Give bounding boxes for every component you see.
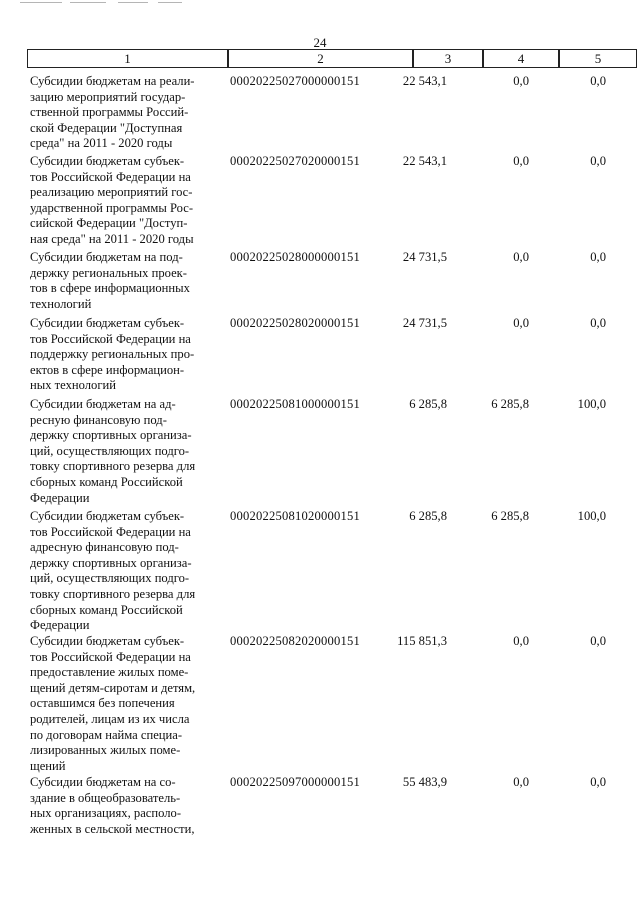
row-description: Субсидии бюджетам на ад- ресную финансовую под- держку спортивных организа- ций, осуществляющих подго- товку спортивного резерва для сборных команд Российской Федерации	[30, 397, 196, 505]
scan-artifact	[158, 2, 182, 3]
row-description: Субсидии бюджетам на со- здание в общеобразователь- ных организациях, располо- женных в сельской местности,	[30, 775, 195, 836]
row-code: 00020225097000000151	[230, 775, 360, 789]
row-code: 00020225081000000151	[230, 397, 360, 411]
column-header-2: 2	[228, 49, 413, 68]
column-header-1: 1	[27, 49, 228, 68]
row-description: Субсидии бюджетам субъек- тов Российской Федерации на адресную финансовую под- держку спортивных организа- ций, осуществляющих подго- товку спортивного резерва для сборных команд Российской Федерации	[30, 509, 196, 633]
row-value-4: 6 285,8	[491, 397, 529, 411]
row-value-3: 24 731,5	[402, 316, 447, 330]
row-value-3: 115 851,3	[397, 634, 447, 648]
row-value-4: 0,0	[513, 154, 529, 168]
row-value-4: 0,0	[513, 316, 529, 330]
row-value-4: 0,0	[513, 74, 529, 88]
scan-artifact	[20, 2, 62, 3]
row-value-4: 0,0	[513, 634, 529, 648]
row-value-4: 0,0	[513, 250, 529, 264]
row-description: Субсидии бюджетам на реали- зацию мероприятий государ- ственной программы Россий- ской Федерации "Доступная среда" на 2011 - 2020 годы	[30, 74, 195, 151]
row-description: Субсидии бюджетам на под- держку региональных проек- тов в сфере информационных технологий	[30, 250, 190, 311]
row-description: Субсидии бюджетам субъек- тов Российской Федерации на предоставление жилых поме- щений детям-сиротам и детям, оставшимся без попечения родителей, лицам из их числа по договорам найма специа- лизированных жилых поме- щений	[30, 634, 196, 773]
column-header-4: 4	[483, 49, 559, 68]
row-value-5: 0,0	[590, 316, 606, 330]
row-code: 00020225027020000151	[230, 154, 360, 168]
row-value-5: 0,0	[590, 775, 606, 789]
row-description: Субсидии бюджетам субъек- тов Российской Федерации на поддержку региональных про- ектов в сфере информацион- ных технологий	[30, 316, 195, 393]
row-value-4: 6 285,8	[491, 509, 529, 523]
scan-artifact	[118, 2, 148, 3]
row-code: 00020225081020000151	[230, 509, 360, 523]
row-value-5: 0,0	[590, 154, 606, 168]
row-value-5: 0,0	[590, 74, 606, 88]
row-code: 00020225028000000151	[230, 250, 360, 264]
row-value-3: 6 285,8	[409, 397, 447, 411]
row-value-3: 55 483,9	[402, 775, 447, 789]
row-value-4: 0,0	[513, 775, 529, 789]
table-header	[27, 49, 611, 69]
row-code: 00020225027000000151	[230, 74, 360, 88]
column-header-3: 3	[413, 49, 483, 68]
page-number: 24	[313, 35, 327, 50]
row-value-5: 100,0	[577, 397, 606, 411]
column-header-5: 5	[559, 49, 637, 68]
row-value-3: 22 543,1	[402, 154, 447, 168]
row-code: 00020225082020000151	[230, 634, 360, 648]
row-value-3: 22 543,1	[402, 74, 447, 88]
scan-artifact	[70, 2, 106, 3]
row-value-3: 6 285,8	[409, 509, 447, 523]
row-code: 00020225028020000151	[230, 316, 360, 330]
row-value-5: 0,0	[590, 634, 606, 648]
row-value-5: 100,0	[577, 509, 606, 523]
row-value-3: 24 731,5	[402, 250, 447, 264]
row-description: Субсидии бюджетам субъек- тов Российской Федерации на реализацию мероприятий гос- ударственной программы Рос- сийской Федерации "Доступ- ная среда" на 2011 - 2020 годы	[30, 154, 194, 246]
row-value-5: 0,0	[590, 250, 606, 264]
